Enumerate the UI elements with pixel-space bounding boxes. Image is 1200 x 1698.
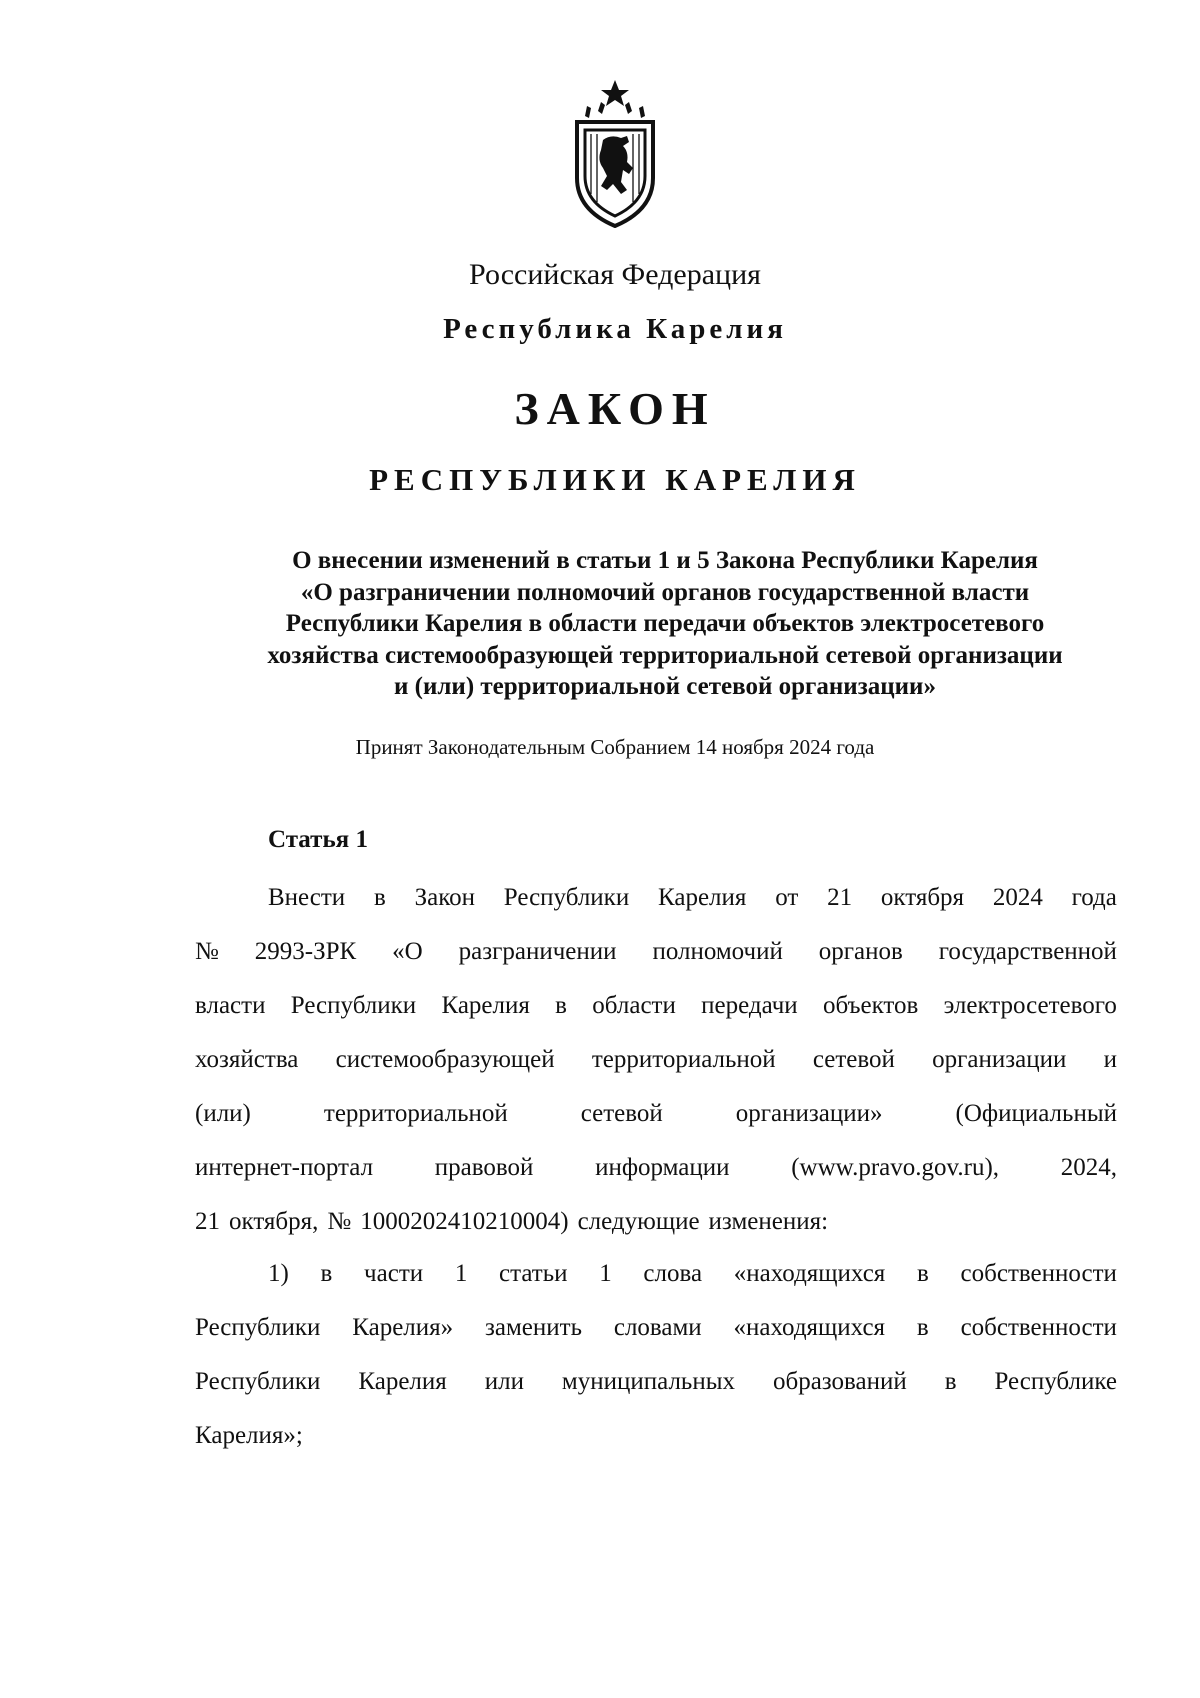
word: части <box>364 1260 424 1287</box>
article-heading: Статья 1 <box>268 826 368 853</box>
word: области <box>592 992 676 1019</box>
word: собственности <box>960 1314 1117 1341</box>
word: сетевой <box>580 1100 663 1127</box>
article-paragraph <box>195 1247 1117 1463</box>
word: объектов <box>822 992 919 1019</box>
word: образований <box>772 1368 907 1395</box>
word: хозяйства <box>195 1046 299 1073</box>
paragraph-line <box>195 1409 1117 1463</box>
word: интернет-портал <box>195 1154 374 1181</box>
word: передачи <box>701 992 798 1019</box>
word: 1) <box>268 1260 289 1287</box>
word: и <box>1103 1046 1117 1073</box>
word: полномочий <box>652 938 783 965</box>
word: разграничении <box>458 938 617 965</box>
paragraph-line <box>195 1355 1117 1409</box>
paragraph-line <box>195 871 1117 925</box>
word: (www.pravo.gov.ru), <box>791 1154 1000 1181</box>
country-name: Российская Федерация <box>469 258 761 291</box>
word: «находящихся <box>733 1314 886 1341</box>
word: «находящихся <box>733 1260 886 1287</box>
word: в <box>916 1314 929 1341</box>
paragraph-line <box>195 1195 1117 1249</box>
law-title: ЗАКОН <box>514 383 716 434</box>
document-title-line: и (или) территориальной сетевой организации» <box>394 673 936 700</box>
word: правовой <box>434 1154 534 1181</box>
word: 2993-ЗРК <box>254 938 357 965</box>
word: Республике <box>994 1368 1117 1395</box>
word: Карелия» <box>352 1314 454 1341</box>
word: заменить <box>485 1314 582 1341</box>
word: слова <box>643 1260 703 1287</box>
word: изменения: <box>708 1208 829 1235</box>
word: 21 <box>827 884 853 911</box>
word: в <box>320 1260 333 1287</box>
paragraph-line <box>195 1087 1117 1141</box>
word: 1 <box>599 1260 612 1287</box>
word: государственной <box>938 938 1117 965</box>
word: собственности <box>960 1260 1117 1287</box>
paragraph-line <box>195 1141 1117 1195</box>
word: статьи <box>499 1260 568 1287</box>
paragraph-line <box>195 1247 1117 1301</box>
word: системообразующей <box>335 1046 555 1073</box>
law-subtitle: РЕСПУБЛИКИ КАРЕЛИЯ <box>369 462 861 497</box>
word: октября <box>880 884 965 911</box>
word: в <box>917 1260 929 1287</box>
word: или <box>484 1368 524 1395</box>
document-title-line: О внесении изменений в статьи 1 и 5 Закона Республики Карелия <box>292 547 1038 574</box>
word: территориальной <box>323 1100 508 1127</box>
republic-name: Республика Карелия <box>443 313 787 345</box>
word: Закон <box>414 884 475 911</box>
word: в <box>373 884 386 911</box>
paragraph-line <box>195 1301 1117 1355</box>
word: организации <box>932 1046 1067 1073</box>
word: «О <box>392 938 423 965</box>
word: власти <box>195 992 266 1019</box>
article-paragraph <box>195 871 1117 1249</box>
word: Республики <box>195 1314 321 1341</box>
word: организации» <box>735 1100 883 1127</box>
word: Карелия»; <box>195 1422 303 1449</box>
word: (или) <box>195 1100 251 1127</box>
word: информации <box>595 1154 730 1181</box>
paragraph-line <box>195 1033 1117 1087</box>
word: Внести <box>268 884 346 911</box>
word: словами <box>613 1314 702 1341</box>
word: территориальной <box>591 1046 776 1073</box>
paragraph-line <box>195 925 1117 979</box>
word: от <box>775 884 799 911</box>
word: 21 <box>195 1208 220 1235</box>
document-title-line: хозяйства системообразующей территориальной сетевой организации <box>267 641 1063 669</box>
word: (Официальный <box>955 1100 1117 1127</box>
word: Республики <box>195 1368 321 1395</box>
word: 1 <box>454 1260 468 1287</box>
word: № <box>195 938 219 965</box>
word: 2024 <box>992 884 1043 911</box>
word: Карелия <box>441 992 530 1019</box>
word: в <box>944 1368 957 1395</box>
word: сетевой <box>812 1046 895 1073</box>
word: органов <box>818 938 903 965</box>
paragraph-line <box>195 979 1117 1033</box>
document-title-line: «О разграничении полномочий органов государственной власти <box>300 578 1030 606</box>
karelia-coat-of-arms-icon <box>567 78 663 228</box>
word: электросетевого <box>943 992 1117 1019</box>
document-title <box>200 545 1130 703</box>
adoption-note: Принят Законодательным Собранием 14 ноября 2024 года <box>355 735 875 759</box>
word: муниципальных <box>561 1368 736 1395</box>
document-title-line: Республики Карелия в области передачи объектов электросетевого <box>285 610 1045 637</box>
word: Республики <box>290 992 417 1019</box>
word: Карелия <box>658 884 747 911</box>
word: № <box>327 1208 352 1235</box>
word: Карелия <box>358 1368 447 1395</box>
word: 2024, <box>1060 1154 1117 1181</box>
word: в <box>555 992 567 1019</box>
word: 1000202410210004) <box>360 1208 569 1235</box>
word: следующие <box>577 1208 700 1235</box>
word: года <box>1071 884 1117 911</box>
word: Республики <box>503 884 630 911</box>
word: октября, <box>229 1208 319 1235</box>
